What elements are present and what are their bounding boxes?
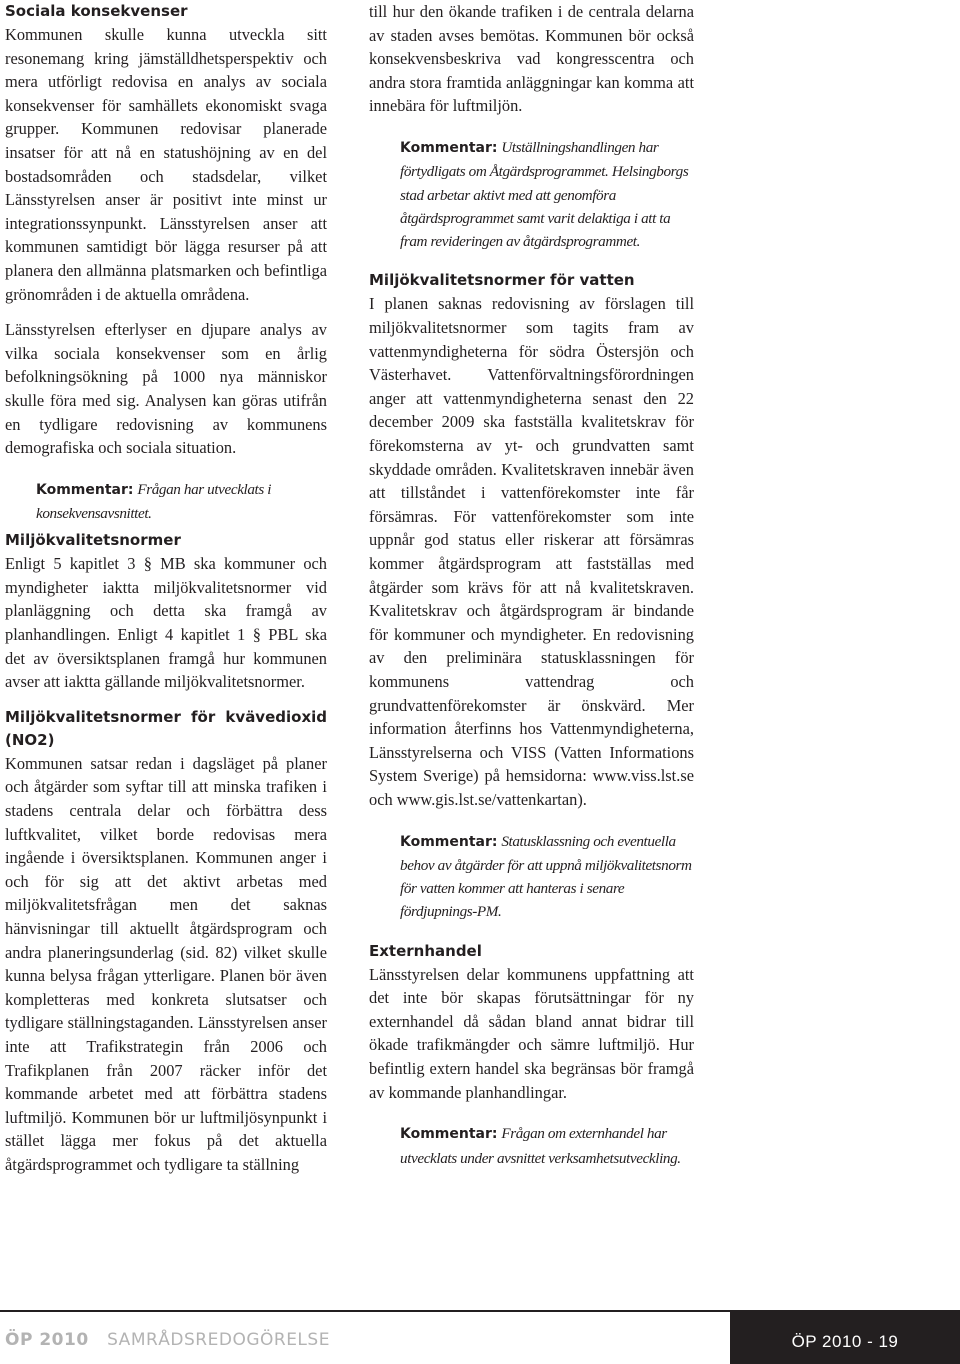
comment-label: Kommentar: xyxy=(400,1126,498,1143)
heading-line-1: Miljökvalitetsnormer för kvävedioxid xyxy=(5,707,327,726)
page-footer xyxy=(0,1310,960,1364)
paragraph-mkn-1: Enligt 5 kapitlet 3 § MB ska kommuner och myndigheter iaktta miljökvalitetsnormer vid planläggning och detta ska framgå av planhandlingen. Enligt 4 kapitlet 1 § PBL ska det av översiktsplanen framgå hur kommunen avser att iaktta gällande miljökvalitetsnormer. xyxy=(5,554,327,692)
paragraph-handel-1: Länsstyrelsen delar kommunens uppfattning att det inte bör skapas förutsättningar för ny externhandel då sådan bland annat bidrar till ökade trafikmängder och sämre luftmiljö. Hur befintlig extern handel ska begränsas bör framgå av kommande planhandlingar. xyxy=(369,964,694,1102)
heading-miljokvalitetsnormer: Miljökvalitetsnormer xyxy=(5,531,181,550)
comment-vatten xyxy=(369,830,694,924)
comment-label: Kommentar: xyxy=(36,481,134,498)
comment-text: Utställningshandlingen har förtydligats om Åtgärdsprogrammet. Helsingborgs stad arbetar aktivt med att genomföra åtgärdsprogrammet samt varit delaktiga i att ta fram revideringen av åtgärdsprogrammet. xyxy=(400,138,689,251)
comment-no2 xyxy=(369,136,694,253)
comment-label: Kommentar: xyxy=(400,139,498,156)
footer-title: ÖP 2010 xyxy=(5,1330,89,1350)
comment-text: Frågan har utvecklats i konsekvensavsnittet. xyxy=(36,480,272,522)
footer-page-number: ÖP 2010 - 19 xyxy=(791,1332,899,1351)
heading-line-2: (NO2) xyxy=(5,730,55,749)
heading-mkn-kvavedioxid xyxy=(5,706,327,752)
heading-mkn-vatten: Miljökvalitetsnormer för vatten xyxy=(369,271,635,290)
comment-text: Frågan om externhandel har utvecklats under avsnittet verksamhetsutveckling. xyxy=(400,1125,681,1167)
comment-handel xyxy=(369,1122,694,1170)
left-column xyxy=(5,0,327,1177)
comment-sociala xyxy=(5,478,327,526)
comment-text: Statusklassning och eventuella behov av åtgärder för att uppnå miljökvalitetsnorm för vatten kommer att hanteras i senare fördjupnings-PM. xyxy=(400,832,692,921)
paragraph-sociala-2: Länsstyrelsen efterlyser en djupare analys av vilka sociala konsekvenser som en årlig befolkningsökning på 1000 nya människor skulle föra med sig. Analysen kan göras utifrån en tydligare redovisning av kommunens demografiska och sociala situation. xyxy=(5,320,327,458)
paragraph-sociala-1: Kommunen skulle kunna utveckla sitt resonemang kring jämställdhetsperspektiv och mera utförligt redovisa en analys av sociala konsekvenser för samhällets ekonomiskt svaga grupper. Kommunen redovisar planerade insatser för att nå en statushöjning av en del bostadsområden och stadsdelar, vilket Länsstyrelsen anser är positivt inte minst ur integrationssynpunkt. Länsstyrelsen anser att kommunen samtidigt bör lägga resurser på att planera den allmänna platsmarken och befintliga grönområden i de aktuella områdena. xyxy=(5,25,327,304)
right-column xyxy=(369,0,694,1170)
paragraph-no2-continued: till hur den ökande trafiken i de centrala delarna av staden avses bemötas. Kommunen bör också konsekvensbeskriva vad kongresscentra och andra stora framtida anläggningar kan komma att innebära för luftmiljön. xyxy=(369,2,694,116)
heading-externhandel: Externhandel xyxy=(369,941,482,960)
comment-label: Kommentar: xyxy=(400,833,498,850)
footer-document-title xyxy=(5,1330,330,1350)
footer-subtitle: SAMRÅDSREDOGÖRELSE xyxy=(107,1330,330,1350)
paragraph-vatten-1: I planen saknas redovisning av förslagen till miljökvalitetsnormer som tagits fram av vattenmyndigheterna för södra Östersjön och Västerhavet. Vattenförvaltningsförordningen anger att vattenmyndigheterna senast den 22 december 2009 ska fastställa kvalitetskrav för förekomsterna av yt- och grundvatten samt skyddade områden. Kvalitetskraven innebär även att tillståndet i vattenförekomster inte får försämras. För vattenförekomster som inte uppnår god status eller riskerar att försämras kommer åtgärdsprogram att fastställas med åtgärder som krävs för att nå kvalitetskraven. Kvalitetskrav och åtgärdsprogram är bindande för kommuner och myndigheter. En redovisning av den preliminära statusklassningen för kommunens vattendrag och grundvattenförekomster är önskvärd. Mer information återfinns hos Vattenmyndigheterna, Länsstyrelserna och VISS (Vatten Informations System Sverige) på hemsidorna: www.viss.lst.se och www.gis.lst.se/vattenkartan). xyxy=(369,294,694,809)
heading-sociala-konsekvenser: Sociala konsekvenser xyxy=(5,2,188,20)
paragraph-no2-1: Kommunen satsar redan i dagsläget på planer och åtgärder som syftar till att minska trafiken i stadens centrala delar och förbättra dess luftkvalitet, vilket borde redovisas mera ingående i översiktsplanen. Kommunen anger i och för sig att det aktivt arbetas med miljökvalitetsfrågan men det saknas hänvisningar till aktuellt åtgärdsprogram och andra planeringsunderlag (sid. 82) vilket skulle kunna belysa frågan ytterligare. Planen bör även kompletteras med konkreta slutsatser och tydligare ställningstaganden. Länsstyrelsen anser inte att Trafikstrategin från 2006 och Trafikplanen från 2007 räcker inför det kommande arbetet med att förbättra stadens luftmiljö. Kommunen bör ur luftmiljösynpunkt i stället lägga mer fokus på det aktuella åtgärdsprogrammet och tydligare ta ställning xyxy=(5,753,327,1174)
